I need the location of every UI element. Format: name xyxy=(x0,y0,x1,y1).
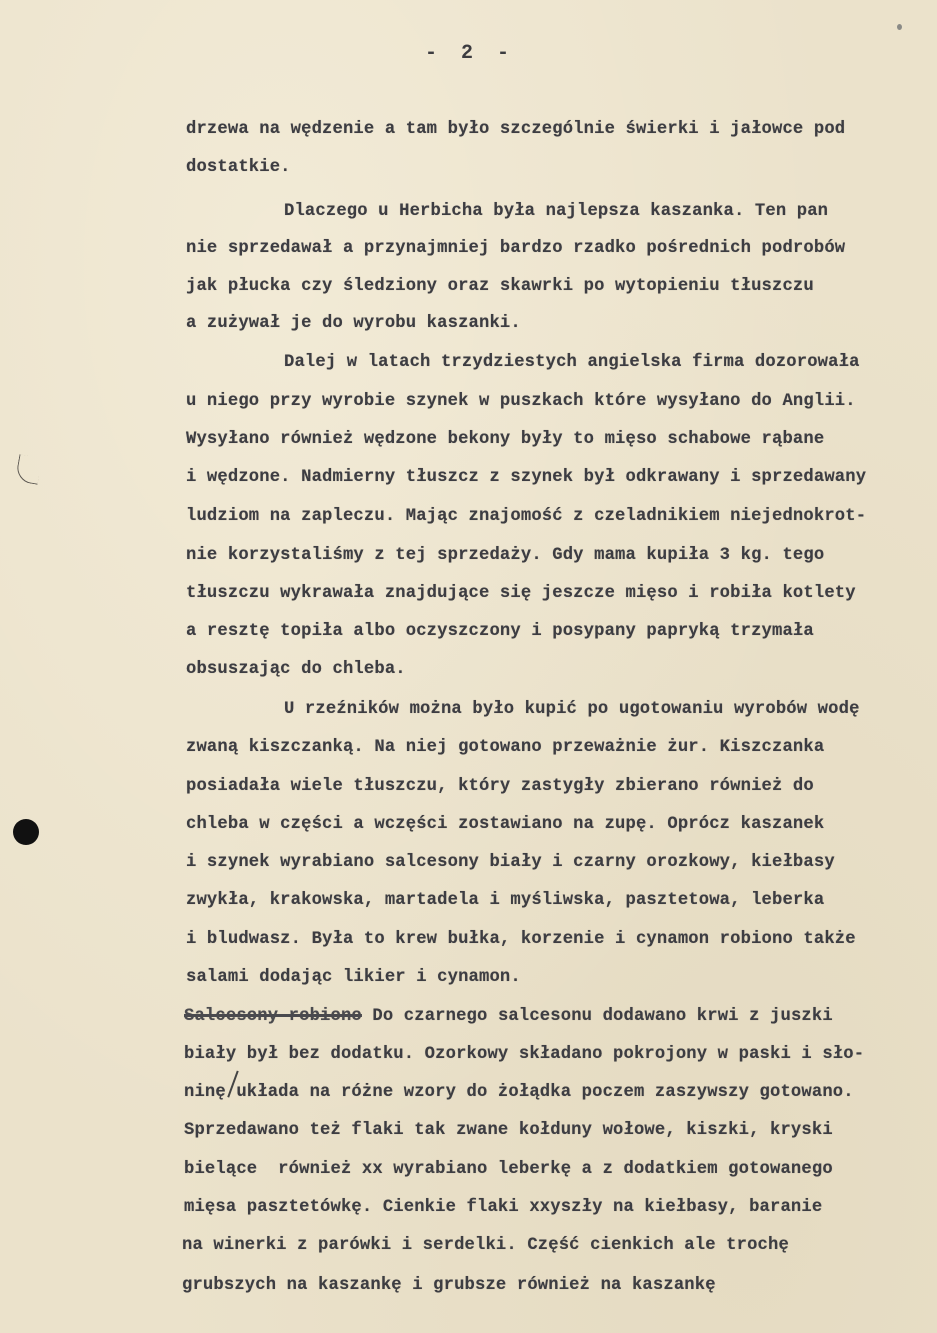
text-line: a zużywał je do wyrobu kaszanki. xyxy=(186,314,521,333)
text-line: dostatkie. xyxy=(186,158,291,177)
text-line: jak płucka czy śledziony oraz skawrki po wytopieniu tłuszczu xyxy=(186,277,814,296)
text-line: nie korzystaliśmy z tej sprzedaży. Gdy mama kupiła 3 kg. tego xyxy=(186,546,825,565)
text-line: Wysyłano również wędzone bekony były to mięso schabowe rąbane xyxy=(186,430,825,449)
text-line: grubszych na kaszankę i grubsze również na kaszankę xyxy=(182,1276,716,1295)
text-line: Dlaczego u Herbicha była najlepsza kaszanka. Ten pan xyxy=(284,202,829,221)
paper-speck xyxy=(897,24,902,30)
text-line: i szynek wyrabiano salcesony biały i czarny orozkowy, kiełbasy xyxy=(186,853,835,872)
text-line: posiadała wiele tłuszczu, który zastygły zbierano również do xyxy=(186,777,814,796)
text-line: obsuszając do chleba. xyxy=(186,660,406,679)
text-line: ninę układa na różne wzory do żołądka poczem zaszywszy gotowano. xyxy=(184,1083,854,1102)
text-line: a resztę topiła albo oczyszczony i posypany papryką trzymała xyxy=(186,622,814,641)
struck-out-text: Salcesony robiono xyxy=(184,1007,362,1026)
text-line-with-strikeout xyxy=(184,1007,833,1026)
text-line: bielące również xx wyrabiano leberkę a z dodatkiem gotowanego xyxy=(184,1160,833,1179)
text-line: chleba w części a wczęści zostawiano na zupę. Oprócz kaszanek xyxy=(186,815,825,834)
text-line: biały był bez dodatku. Ozorkowy składano pokrojony w paski i sło- xyxy=(184,1045,865,1064)
text-line-remainder: Do czarnego salcesonu dodawano krwi z juszki xyxy=(372,1007,833,1026)
text-line: na winerki z parówki i serdelki. Część cienkich ale trochę xyxy=(182,1236,789,1255)
text-line: U rzeźników można było kupić po ugotowaniu wyrobów wodę xyxy=(284,700,860,719)
text-line: u niego przy wyrobie szynek w puszkach które wysyłano do Anglii. xyxy=(186,392,856,411)
text-line: mięsa pasztetówkę. Cienkie flaki xxyszły na kiełbasy, baranie xyxy=(184,1198,823,1217)
text-line: Sprzedawano też flaki tak zwane kołduny wołowe, kiszki, kryski xyxy=(184,1121,833,1140)
text-line: i wędzone. Nadmierny tłuszcz z szynek był odkrawany i sprzedawany xyxy=(186,468,867,487)
text-line: drzewa na wędzenie a tam było szczególnie świerki i jałowce pod xyxy=(186,120,846,139)
text-line: salami dodając likier i cynamon. xyxy=(186,968,521,987)
text-line: tłuszczu wykrawała znajdujące się jeszcze mięso i robiła kotlety xyxy=(186,584,856,603)
text-line: ludziom na zapleczu. Mając znajomość z czeladnikiem niejednokrot- xyxy=(186,507,867,526)
text-line: zwykła, krakowska, martadela i myśliwska, pasztetowa, leberka xyxy=(186,891,825,910)
text-line: Dalej w latach trzydziestych angielska firma dozorowała xyxy=(284,353,860,372)
punch-hole xyxy=(13,819,39,845)
text-line: nie sprzedawał a przynajmniej bardzo rzadko pośrednich podrobów xyxy=(186,239,846,258)
text-line: zwaną kiszczanką. Na niej gotowano przeważnie żur. Kiszczanka xyxy=(186,738,825,757)
text-line: i bludwasz. Była to krew bułka, korzenie i cynamon robiono także xyxy=(186,930,856,949)
page-number: - 2 - xyxy=(425,42,516,65)
